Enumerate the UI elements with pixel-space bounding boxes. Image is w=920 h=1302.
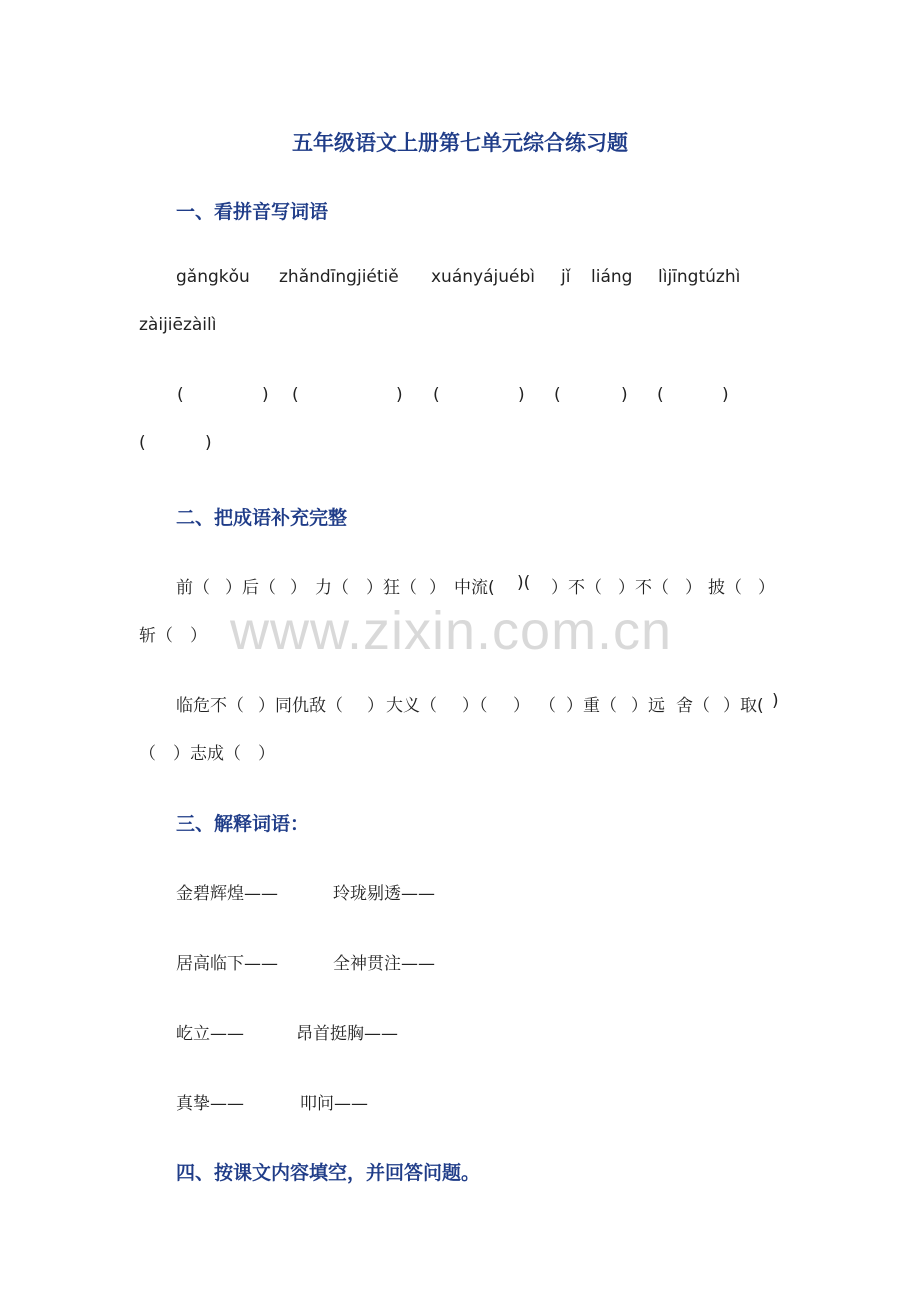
- idiom-fragment: （ ）志成（ ）: [139, 744, 275, 764]
- pinyin-item: gǎngkǒu: [176, 267, 250, 287]
- idiom-fragment: 中流(: [454, 578, 495, 598]
- idiom-fragment: 临危不（: [176, 696, 244, 716]
- idiom-fragment: 斩（ ）: [139, 626, 207, 646]
- watermark: www.zixin.com.cn: [230, 601, 673, 661]
- idiom-fragment: ）: [513, 696, 530, 716]
- blank-open: (: [433, 385, 440, 405]
- blank-close: ): [396, 385, 403, 405]
- pinyin-item: lìjīngtúzhì: [658, 267, 741, 287]
- pinyin-item: xuányájuébì: [431, 267, 535, 287]
- idiom-fragment: ）取(: [723, 696, 764, 716]
- idiom-fragment: ）: [290, 578, 307, 598]
- section4-heading: 四、按课文内容填空，并回答问题。: [176, 1162, 481, 1184]
- idiom-fragment: 舍（: [676, 696, 710, 716]
- blank-open: (: [139, 433, 146, 453]
- vocab-item: 叩问——: [300, 1094, 368, 1114]
- idiom-fragment: 前（: [176, 578, 210, 598]
- pinyin-item: zàijiēzàilì: [139, 315, 217, 335]
- idiom-fragment: 披（: [708, 578, 742, 598]
- vocab-item: 金碧辉煌——: [176, 884, 278, 904]
- blank-close: ): [722, 385, 729, 405]
- idiom-fragment: ）（: [462, 696, 488, 716]
- blank-close: ): [621, 385, 628, 405]
- pinyin-item: jǐ: [561, 267, 571, 287]
- blank-open: (: [657, 385, 664, 405]
- section3-heading: 三、解释词语：: [176, 813, 310, 835]
- idiom-fragment: ）狂（: [366, 578, 417, 598]
- vocab-item: 屹立——: [176, 1024, 244, 1044]
- idiom-fragment: ）: [429, 578, 446, 598]
- pinyin-item: zhǎndīngjiétiě: [279, 267, 399, 287]
- vocab-item: 昂首挺胸——: [296, 1024, 398, 1044]
- idiom-fragment: 大义（: [386, 696, 437, 716]
- idiom-fragment: ）远: [631, 696, 665, 716]
- blank-close: ): [205, 433, 212, 453]
- vocab-item: 真挚——: [176, 1094, 244, 1114]
- idiom-fragment: )(: [517, 573, 531, 593]
- vocab-item: 玲珑剔透——: [333, 884, 435, 904]
- blank-close: ): [262, 385, 269, 405]
- idiom-fragment: （: [539, 696, 556, 716]
- pinyin-item: liáng: [591, 267, 633, 287]
- idiom-fragment: ）: [367, 696, 384, 716]
- blank-open: (: [554, 385, 561, 405]
- idiom-fragment: ）后（: [225, 578, 276, 598]
- blank-open: (: [177, 385, 184, 405]
- vocab-item: 居高临下——: [176, 954, 278, 974]
- vocab-item: 全神贯注——: [333, 954, 435, 974]
- blank-close: ): [518, 385, 525, 405]
- section2-heading: 二、把成语补充完整: [176, 507, 348, 529]
- idiom-fragment: ）不（: [551, 578, 602, 598]
- document-title: 五年级语文上册第七单元综合练习题: [292, 131, 628, 155]
- idiom-fragment: 力（: [315, 578, 349, 598]
- idiom-fragment: ）不（: [618, 578, 669, 598]
- idiom-fragment: ）同仇敌（: [258, 696, 343, 716]
- idiom-fragment: ）: [685, 578, 702, 598]
- idiom-fragment: ）: [758, 578, 775, 598]
- idiom-fragment: ）重（: [566, 696, 617, 716]
- section1-heading: 一、看拼音写词语: [176, 201, 329, 223]
- blank-open: (: [292, 385, 299, 405]
- idiom-fragment: ): [772, 691, 779, 711]
